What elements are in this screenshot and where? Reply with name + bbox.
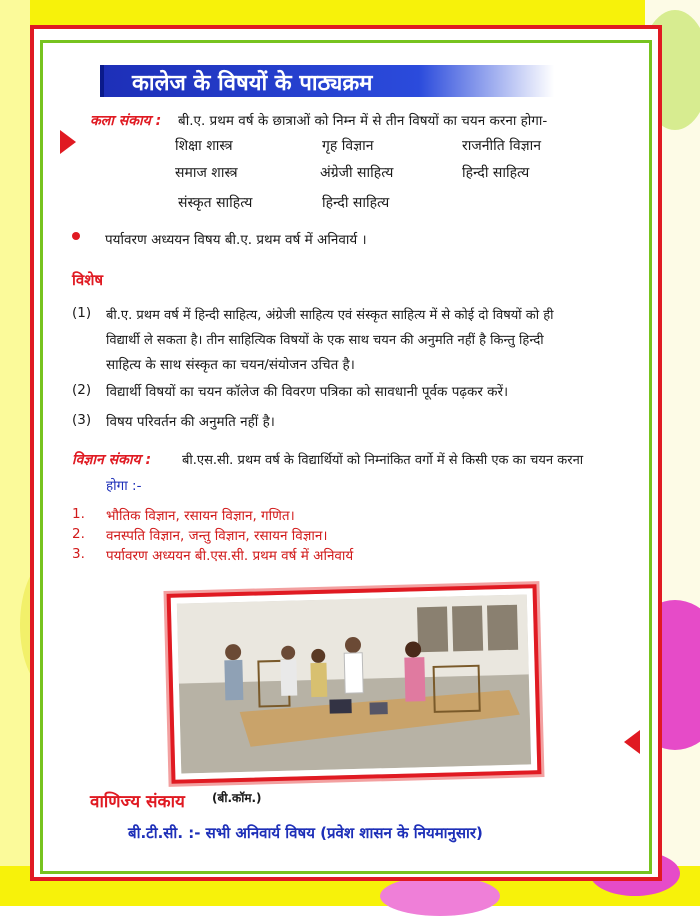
- arts-subject: समाज शास्त्र: [175, 165, 238, 181]
- yellow-left-band: [0, 0, 30, 906]
- science-intro: बी.एस.सी. प्रथम वर्ष के विद्यार्थियों को निम्नांकित वर्गो में से किसी एक का चयन करना: [182, 453, 584, 468]
- special-item-line: विद्यार्थी विषयों का चयन कॉलेज की विवरण पत्रिका को सावधानी पूर्वक पढ़कर करें।: [106, 384, 509, 400]
- triangle-left-icon: [624, 730, 640, 754]
- science-item-text: वनस्पति विज्ञान, जन्तु विज्ञान, रसायन विज्ञान।: [106, 528, 328, 544]
- arts-faculty-label: कला संकाय :: [90, 113, 162, 129]
- pink-decor-shape: [380, 876, 500, 916]
- bullet-icon: [72, 232, 80, 240]
- science-item-number: 1.: [72, 506, 85, 522]
- special-item-number: (3): [72, 412, 92, 428]
- special-item-line: बी.ए. प्रथम वर्ष में हिन्दी साहित्य, अंग्रेजी साहित्य एवं संस्कृत साहित्य में से कोई दो विषयों को ही: [106, 308, 554, 323]
- arts-subject: गृह विज्ञान: [322, 138, 374, 154]
- arts-subject: राजनीति विज्ञान: [462, 138, 541, 154]
- arts-subject: शिक्षा शास्त्र: [175, 138, 233, 154]
- arts-subject: अंग्रेजी साहित्य: [320, 165, 394, 181]
- science-item-text: भौतिक विज्ञान, रसायन विज्ञान, गणित।: [106, 508, 295, 524]
- btc-note: बी.टी.सी. :- सभी अनिवार्य विषय (प्रवेश शासन के नियमानुसार): [128, 824, 483, 842]
- laboratory-illustration: [177, 594, 531, 773]
- science-faculty-label: विज्ञान संकाय :: [72, 452, 152, 468]
- arts-subject: संस्कृत साहित्य: [178, 195, 253, 211]
- special-item-number: (2): [72, 382, 92, 398]
- arts-bullet-text: पर्यावरण अध्ययन विषय बी.ए. प्रथम वर्ष में अनिवार्य ।: [105, 232, 367, 248]
- title-banner: [100, 65, 554, 97]
- arts-intro: बी.ए. प्रथम वर्ष के छात्राओं को निम्न में से तीन विषयों का चयन करना होगा-: [178, 113, 548, 129]
- commerce-faculty-label: वाणिज्य संकाय: [90, 792, 185, 812]
- special-item-line: विषय परिवर्तन की अनुमति नहीं है।: [106, 414, 275, 430]
- science-intro-cont: होगा :-: [106, 478, 142, 494]
- laboratory-photo: [171, 588, 538, 779]
- special-item-line: विद्यार्थी ले सकता है। तीन साहित्यिक विषयों के एक साथ चयन की अनुमति नहीं है किन्तु हिन्दी: [106, 333, 544, 348]
- arts-subject: हिन्दी साहित्य: [462, 165, 530, 181]
- commerce-sub-label: (बी.कॉम.): [212, 791, 262, 805]
- arts-subject: हिन्दी साहित्य: [322, 195, 390, 211]
- special-item-line: साहित्य के साथ संस्कृत का चयन/संयोजन उचित है।: [106, 357, 355, 373]
- triangle-right-icon: [60, 130, 76, 154]
- science-item-text: पर्यावरण अध्ययन बी.एस.सी. प्रथम वर्ष में अनिवार्य: [106, 548, 354, 564]
- science-item-number: 3.: [72, 546, 85, 562]
- special-item-number: (1): [72, 305, 92, 321]
- science-item-number: 2.: [72, 526, 85, 542]
- page-title: कालेज के विषयों के पाठ्यक्रम: [132, 71, 373, 96]
- special-heading: विशेष: [72, 271, 104, 289]
